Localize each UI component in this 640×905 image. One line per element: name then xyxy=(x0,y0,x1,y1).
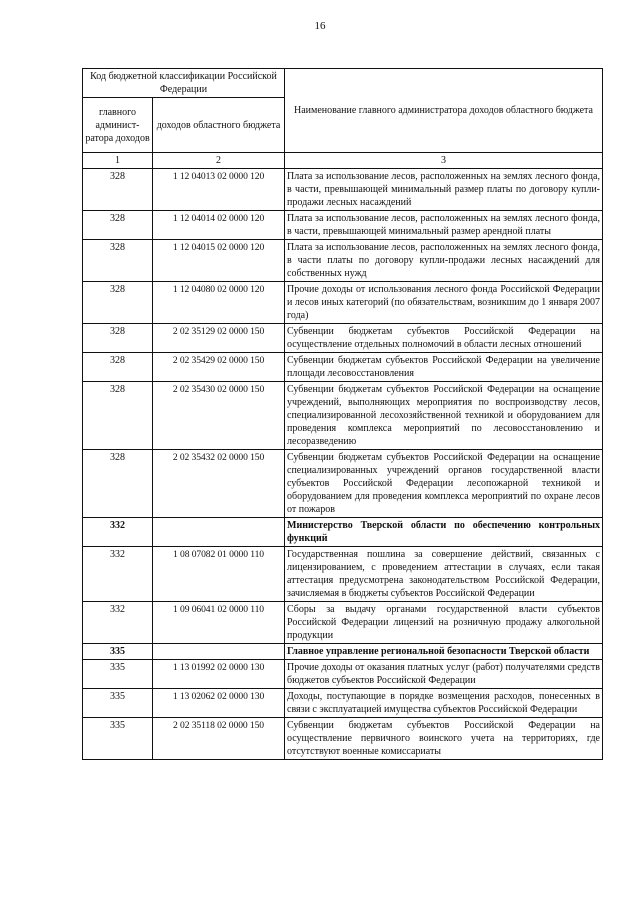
income-name-cell: Субвенции бюджетам субъектов Российской Федерации на осуществление отдельных полномочий в области лесных отношений xyxy=(285,324,603,353)
income-code-cell: 2 02 35118 02 0000 150 xyxy=(153,718,285,760)
table-row xyxy=(83,547,603,602)
admin-code-cell: 328 xyxy=(83,240,153,282)
admin-code-cell: 328 xyxy=(83,211,153,240)
income-code-cell xyxy=(153,644,285,660)
income-name-cell: Министерство Тверской области по обеспечению контрольных функций xyxy=(285,518,603,547)
income-name-cell: Государственная пошлина за совершение действий, связанных с лицензированием, с проведением аттестации в случаях, если такая аттестация предусмотрена законодательством Российской Федерации, зачисляемая в бюджеты субъектов Российской Федерации xyxy=(285,547,603,602)
table-row xyxy=(83,718,603,760)
income-code-cell xyxy=(153,518,285,547)
column-number-1: 1 xyxy=(83,153,153,169)
income-code-cell: 1 12 04015 02 0000 120 xyxy=(153,240,285,282)
admin-code-cell: 335 xyxy=(83,644,153,660)
admin-code-cell: 328 xyxy=(83,353,153,382)
income-code-cell: 1 12 04013 02 0000 120 xyxy=(153,169,285,211)
table-row xyxy=(83,169,603,211)
income-code-cell: 1 13 01992 02 0000 130 xyxy=(153,660,285,689)
table-row-section-header xyxy=(83,518,603,547)
income-name-cell: Плата за использование лесов, расположенных на землях лесного фонда, в части, превышающей минимальный размер платы по договору купли-продажи лесных насаждений xyxy=(285,169,603,211)
admin-code-cell: 335 xyxy=(83,660,153,689)
income-name-cell: Субвенции бюджетам субъектов Российской Федерации на оснащение специализированных учреждений органов государственной власти субъектов Российской Федерации лесопожарной техникой и оборудованием для проведения комплекса мероприятий по охране лесов от пожаров xyxy=(285,450,603,518)
table-header xyxy=(83,69,603,169)
admin-code-cell: 328 xyxy=(83,324,153,353)
admin-code-cell: 328 xyxy=(83,169,153,211)
admin-code-cell: 332 xyxy=(83,547,153,602)
admin-code-cell: 332 xyxy=(83,602,153,644)
header-income-code: доходов областного бюджета xyxy=(153,98,285,153)
column-number-3: 3 xyxy=(285,153,603,169)
admin-code-cell: 328 xyxy=(83,282,153,324)
budget-classification-table xyxy=(82,68,603,760)
income-name-cell: Плата за использование лесов, расположенных на землях лесного фонда, в части, превышающей минимальный размер арендной платы xyxy=(285,211,603,240)
header-classification-code: Код бюджетной классификации Российской Федерации xyxy=(83,69,285,98)
admin-code-cell: 332 xyxy=(83,518,153,547)
table-row xyxy=(83,450,603,518)
income-name-cell: Главное управление региональной безопасности Тверской области xyxy=(285,644,603,660)
income-code-cell: 1 12 04080 02 0000 120 xyxy=(153,282,285,324)
table-row xyxy=(83,324,603,353)
income-code-cell: 1 09 06041 02 0000 110 xyxy=(153,602,285,644)
income-code-cell: 2 02 35129 02 0000 150 xyxy=(153,324,285,353)
income-code-cell: 2 02 35429 02 0000 150 xyxy=(153,353,285,382)
income-name-cell: Плата за использование лесов, расположенных на землях лесного фонда, в части платы по договору купли-продажи лесных насаждений для собственных нужд xyxy=(285,240,603,282)
table-row xyxy=(83,689,603,718)
income-name-cell: Субвенции бюджетам субъектов Российской Федерации на осуществление первичного воинского учета на территориях, где отсутствуют военные комиссариаты xyxy=(285,718,603,760)
table-row xyxy=(83,211,603,240)
income-code-cell: 2 02 35430 02 0000 150 xyxy=(153,382,285,450)
header-administrator-name: Наименование главного администратора доходов областного бюджета xyxy=(285,69,603,153)
admin-code-cell: 328 xyxy=(83,382,153,450)
table-row xyxy=(83,353,603,382)
table-row xyxy=(83,660,603,689)
admin-code-cell: 328 xyxy=(83,450,153,518)
admin-code-cell: 335 xyxy=(83,718,153,760)
table-row xyxy=(83,240,603,282)
income-name-cell: Прочие доходы от оказания платных услуг (работ) получателями средств бюджетов субъектов Российской Федерации xyxy=(285,660,603,689)
income-name-cell: Сборы за выдачу органами государственной власти субъектов Российской Федерации лицензий на розничную продажу алкогольной продукции xyxy=(285,602,603,644)
income-name-cell: Доходы, поступающие в порядке возмещения расходов, понесенных в связи с эксплуатацией имущества субъектов Российской Федерации xyxy=(285,689,603,718)
income-code-cell: 1 13 02062 02 0000 130 xyxy=(153,689,285,718)
income-name-cell: Субвенции бюджетам субъектов Российской Федерации на увеличение площади лесовосстановления xyxy=(285,353,603,382)
income-name-cell: Субвенции бюджетам субъектов Российской Федерации на оснащение учреждений, выполняющих мероприятия по воспроизводству лесов, специализированной лесохозяйственной техникой и оборудованием для проведения комплекса мероприятий по лесовосстановлению и лесоразведению xyxy=(285,382,603,450)
table-body xyxy=(83,169,603,760)
income-name-cell: Прочие доходы от использования лесного фонда Российской Федерации и лесов иных категорий (по обязательствам, возникшим до 1 января 2007 года) xyxy=(285,282,603,324)
table-row xyxy=(83,602,603,644)
table-row xyxy=(83,382,603,450)
column-number-2: 2 xyxy=(153,153,285,169)
header-main-administrator: главного админист-ратора доходов xyxy=(83,98,153,153)
income-code-cell: 1 08 07082 01 0000 110 xyxy=(153,547,285,602)
admin-code-cell: 335 xyxy=(83,689,153,718)
income-code-cell: 2 02 35432 02 0000 150 xyxy=(153,450,285,518)
income-code-cell: 1 12 04014 02 0000 120 xyxy=(153,211,285,240)
table-row xyxy=(83,282,603,324)
table-row-section-header xyxy=(83,644,603,660)
page-number: 16 xyxy=(314,20,326,32)
